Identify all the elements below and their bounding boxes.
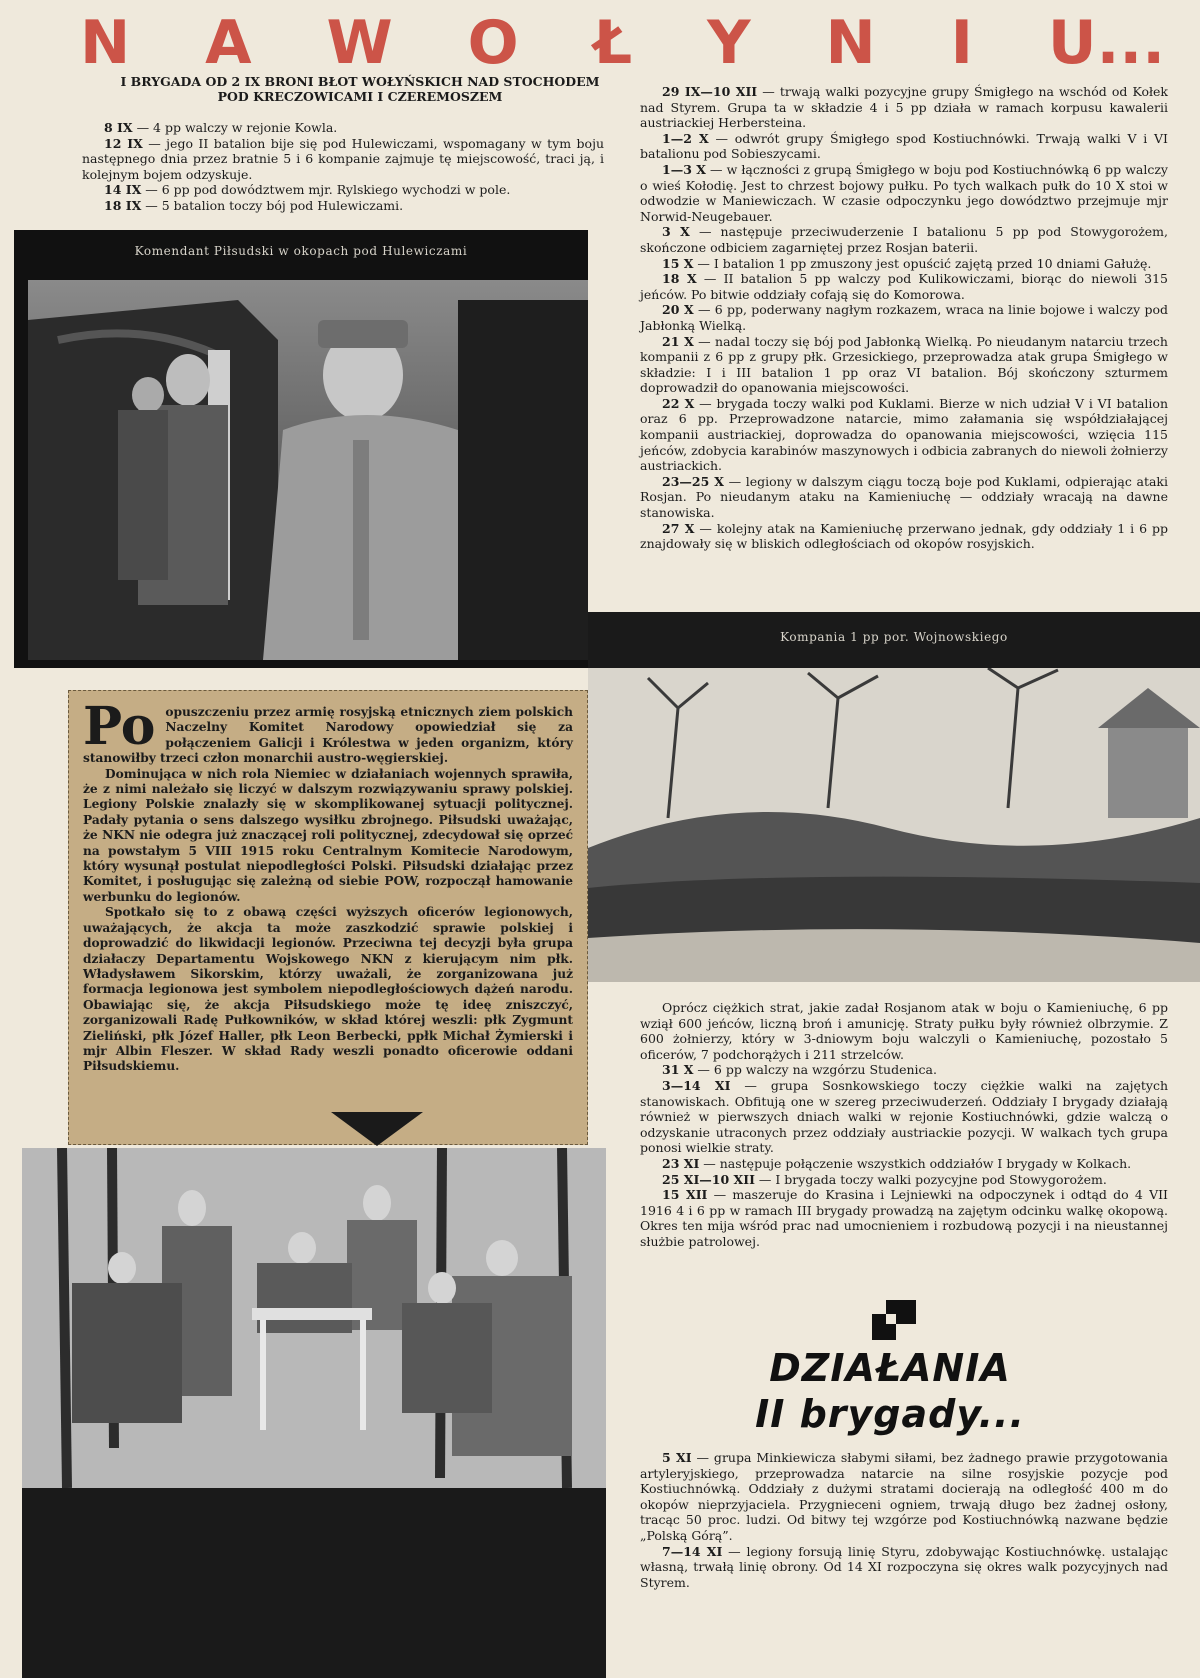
entry-text: — 6 pp pod dowództwem mjr. Rylskiego wychodzi w pole. (141, 182, 511, 198)
entry-date: 20 X (662, 302, 694, 318)
entry-text: — I brygada toczy walki pozycyjne pod Stowygorożem. (754, 1171, 1107, 1187)
entry-date: 15 X (662, 255, 694, 271)
entry-text: — grupa Minkiewicza słabymi siłami, bez żadnego prawie przygotowania artyleryjskiego, przeprowadza natarcie na silne rosyjskie pozycje pod Kostiuchnówką. Oddziały z dużymi stratami docierają na odległość 400 m do okopów nieprzyjaciela. Przygnieceni ogniem, trwają długo bez żadnej osłony, tracąc 50 proc. ludzi. Od bitwy tej wzgórze pod Kostiuchnówką nazwane będzie „Polską Górą”. (640, 1450, 1168, 1543)
chronology-entry (640, 302, 1168, 333)
photo-officers (22, 1148, 606, 1488)
entry-date: 31 X (662, 1062, 694, 1078)
chronology-entry (640, 1000, 1168, 1062)
chronology-entry (82, 182, 604, 198)
entry-date: 8 IX (104, 120, 133, 135)
title-letter: A (205, 8, 252, 78)
entry-text: — następuje przeciwuderzenie I batalionu 5 pp pod Stowygorożem, skończone odbiciem zagarniętej przez Rosjan baterii. (640, 224, 1169, 255)
chronology-entry (640, 1187, 1168, 1249)
entry-date: 7—14 XI (662, 1543, 723, 1559)
chronology-entry (640, 224, 1168, 255)
entry-text: — brygada toczy walki pod Kuklami. Bierze w nich udział V i VI batalion oraz 6 pp. Przeprowadzone natarcie, mimo załamania się współdziałającej kompanii austriackiej, doprowadza do opanowania miejscowości, wzięcia 115 jeńców, zdobycia karabinów maszynowych i odbicia zabranych do niewoli żołnierzy austriackich. (640, 395, 1168, 474)
section-mark-icon (872, 1300, 916, 1340)
title-letter: N (80, 8, 131, 78)
entry-text: — w łączności z grupą Śmigłego w boju pod Kostiuchnówką 6 pp walczy o wieś Kołodię. Jest to chrzest bojowy pułku. Po tych walkach pułk do 10 X stoi w odwodzie w Maniewiczach. W czasie odpoczynku jego dowództwo przejmuje mjr Norwid-Neugebauer. (640, 161, 1168, 224)
entry-text: — 4 pp walczy w rejonie Kowla. (132, 120, 338, 135)
photo-officers-image (22, 1148, 606, 1488)
entry-text: — 6 pp, poderwany nagłym rozkazem, wraca na linie bojowe i walczy pod Jabłonką Wielką. (640, 302, 1168, 333)
chronology-entry (640, 396, 1168, 474)
entry-date: 21 X (662, 333, 694, 349)
entry-text: — 5 batalion toczy bój pod Hulewiczami. (141, 197, 404, 213)
section-title (700, 1345, 1080, 1437)
title-letter: Y (707, 8, 751, 78)
entry-text: — trwają walki pozycyjne grupy Śmigłego na wschód od Kołek nad Styrem. Grupa ta w składzie 4 i 5 pp działa w ramach korpusu kawalerii austriackiej Herbersteina. (640, 84, 1168, 131)
entry-text: — następuje połączenie wszystkich oddziałów I brygady w Kolkach. (699, 1155, 1132, 1171)
entry-date: 25 XI—10 XII (662, 1171, 755, 1187)
section-title-line2: II brygady... (755, 1392, 1025, 1436)
chronology-entry (640, 1450, 1168, 1544)
chronology-entry (640, 271, 1168, 302)
entry-date: 23 XI (662, 1155, 700, 1171)
section-title-line1: DZIAŁANIA (769, 1346, 1011, 1390)
chronology-entry (640, 334, 1168, 396)
entry-text: — 6 pp walczy na wzgórzu Studenica. (693, 1062, 937, 1078)
photo-pilsudski-image (28, 280, 588, 660)
entry-date: 1—2 X (662, 130, 709, 146)
chronology-entry (640, 84, 1168, 131)
entry-date: 15 XII (662, 1187, 708, 1203)
chronology-entry (640, 256, 1168, 272)
entry-text: — legiony w dalszym ciągu toczą boje pod Kuklami, odpierając ataki Rosjan. Po nieudanym ataku na Kamieniuchę — oddziały wracają na dawne stanowiska. (640, 473, 1169, 521)
chronology-entry (82, 136, 604, 183)
chronology-entry (640, 1172, 1168, 1188)
entry-date: 23—25 X (662, 473, 724, 489)
right-bottom-column (640, 1450, 1168, 1590)
entry-text: — I batalion 1 pp zmuszony jest opuścić zajętą przed 10 dniami Gałużę. (693, 255, 1152, 271)
box-text (83, 696, 573, 1075)
title-letter: I (950, 8, 973, 78)
entry-text: — nadal toczy się bój pod Jabłonką Wielką. Po nieudanym natarciu trzech kompanii z 6 pp z grupy płk. Grzesickiego, przeprowadza atak grupa Śmigłego w składzie: I i III batalion 1 pp oraz VI batalion. Bój skończony szturmem doprowadził do opanowania miejscowości. (640, 333, 1168, 396)
right-mid-column (640, 1000, 1168, 1250)
subhead: I BRYGADA OD 2 IX BRONI BŁOT WOŁYŃSKICH NAD STOCHODEM POD KRECZOWICAMI I CZEREMOSZEM (120, 74, 600, 104)
entry-text: — kolejny atak na Kamieniuchę przerwano jednak, gdy oddziały 1 i 6 pp znajdowały się w bliskich odległościach od okopów rosyjskich. (640, 520, 1168, 552)
box-paragraph: Spotkało się to z obawą części wyższych oficerów legionowych, uważających, że akcja ta może zaszkodzić sprawie polskiej i doprowadzić do likwidacji legionów. Przeciwna tej decyzji była grupa działaczy Departamentu Wojskowego NKN z kierującym nim płk. Władysławem Sikorskim, którzy uważali, że zorganizowana już formacja legionowa jest symbolem niepodległościowych dążeń narodu. Obawiając się, że akcja Piłsudskiego może tę ideę zniszczyć, zorganizowali Radę Pułkowników, w skład której weszli: płk Zygmunt Zieliński, płk Józef Haller, płk Leon Berbecki, ppłk Michał Żymierski i mjr Albin Fleszer. W skład Rady weszli ponadto oficerowie oddani Piłsudskiemu. (83, 905, 573, 1074)
entry-date: 3—14 XI (662, 1077, 731, 1093)
band-bottom-left (22, 1488, 606, 1678)
entry-date: 12 IX (104, 135, 143, 151)
entry-date: 18 IX (104, 197, 142, 213)
photo-kompania-image (588, 668, 1200, 982)
entry-date: 14 IX (104, 182, 142, 198)
photo-kompania (588, 612, 1200, 982)
entry-date: 22 X (662, 395, 695, 411)
chronology-entry (640, 521, 1168, 552)
chronology-entry (82, 198, 604, 214)
chronology-entry (640, 162, 1168, 224)
title-letter: W (326, 8, 393, 78)
photo-pilsudski (14, 230, 588, 668)
chronology-entry (640, 1544, 1168, 1591)
title-letter: N (825, 8, 876, 78)
entry-text: — legiony forsują linię Styru, zdobywając Kostiuchnówkę. ustalając własną, trwałą linię obrony. Od 14 XI rozpoczyna się okres walk pozycyjnych nad Styrem. (640, 1543, 1168, 1590)
box-paragraph: Dominująca w nich rola Niemiec w działaniach wojennych sprawiła, że z nimi należało się liczyć w dalszym rozwiązywaniu sprawy polskiej. Legiony Polskie znalazły się w skomplikowanej sytuacji politycznej. Padały pytania o sens dalszego wysiłku zbrojnego. Piłsudski uważając, że NKN nie odegra już znaczącej roli politycznej, zdecydował się oprzeć na powstałym 5 VIII 1915 roku Centralnym Komitecie Narodowym, który wysunął postulat niepodległości Polski. Piłsudski działając przez Komitet, i posługując się zależną od siebie POW, rozpoczął hamowanie werbunku do legionów. (83, 766, 573, 904)
chronology-entry (82, 120, 604, 136)
entry-text: — maszeruje do Krasina i Lejniewki na odpoczynek i odtąd do 4 VII 1916 4 i 6 pp w ramach III brygady prowadzą na zajętym odcinku walkę okopową. Okres ten mija wśród prac nad umocnieniem i rozbudową pozycji i na nieustannej służbie patrolowej. (640, 1187, 1168, 1249)
right-top-column (640, 84, 1168, 552)
dropcap: Po (83, 696, 156, 757)
photo-caption: Kompania 1 pp por. Wojnowskiego (780, 630, 1008, 644)
chronology-entry (640, 131, 1168, 162)
photo-caption: Komendant Piłsudski w okopach pod Hulewiczami (134, 244, 468, 258)
left-intro-column (82, 120, 604, 214)
page-title (80, 8, 1165, 78)
box-paragraph: opuszczeniu przez armię rosyjską etnicznych ziem polskich Naczelny Komitet Narodowy opowiedział się za połączeniem Galicji i Królestwa w jeden organizm, który stanowiłby trzeci człon monarchii austro-węgierskiej. (83, 705, 573, 766)
entry-text: — II batalion 5 pp walczy pod Kulikowiczami, biorąc do niewoli 315 jeńców. Po bitwie oddziały cofają się do Komorowa. (640, 271, 1168, 302)
entry-date: 29 IX—10 XII (662, 84, 758, 99)
entry-date: 27 X (662, 520, 695, 536)
entry-text: — grupa Sosnkowskiego toczy ciężkie walki na zajętych stanowiskach. Obfitują one w szereg przeciwuderzeń. Oddziały I brygady działają również w pierwszych dniach walki w rejonie Kostiuchnówki, gdzie walczą o odzyskanie utraconych przez oddziały austriackie pozycji. W walkach tych grupa ponosi wielkie straty. (640, 1077, 1168, 1156)
entry-text: Oprócz ciężkich strat, jakie zadał Rosjanom atak w boju o Kamieniuchę, 6 pp wziął 600 jeńców, liczną broń i amunicję. Straty pułku były również olbrzymie. Z 600 żołnierzy, który w 3-dniowym boju walczyli o Kamieniuchę, pozostało 5 oficerów, 7 podchorążych i 211 strzelców. (640, 1000, 1168, 1062)
entry-date: 3 X (662, 224, 690, 240)
entry-date: 1—3 X (662, 161, 707, 177)
entry-text: — odwrót grupy Śmigłego spod Kostiuchnówki. Trwają walki V i VI batalionu pod Sobieszycami. (640, 130, 1168, 162)
title-letter: O (467, 8, 519, 78)
title-letter: Ł (593, 8, 633, 78)
arrow-down-icon (331, 1112, 423, 1146)
entry-text: — jego II batalion bije się pod Hulewiczami, wspomagany w tym boju następnego dnia przez bratnie 5 i 6 kompanie zajmuje tę miejscowość, traci ją, i kolejnym bojem odzyskuje. (82, 135, 605, 182)
chronology-entry (640, 1078, 1168, 1156)
chronology-entry (640, 1156, 1168, 1172)
entry-date: 5 XI (662, 1450, 692, 1465)
chronology-entry (640, 474, 1168, 521)
entry-date: 18 X (662, 271, 697, 287)
chronology-entry (640, 1062, 1168, 1078)
title-letter: U... (1047, 8, 1165, 78)
sidebar-text-box (68, 690, 588, 1145)
